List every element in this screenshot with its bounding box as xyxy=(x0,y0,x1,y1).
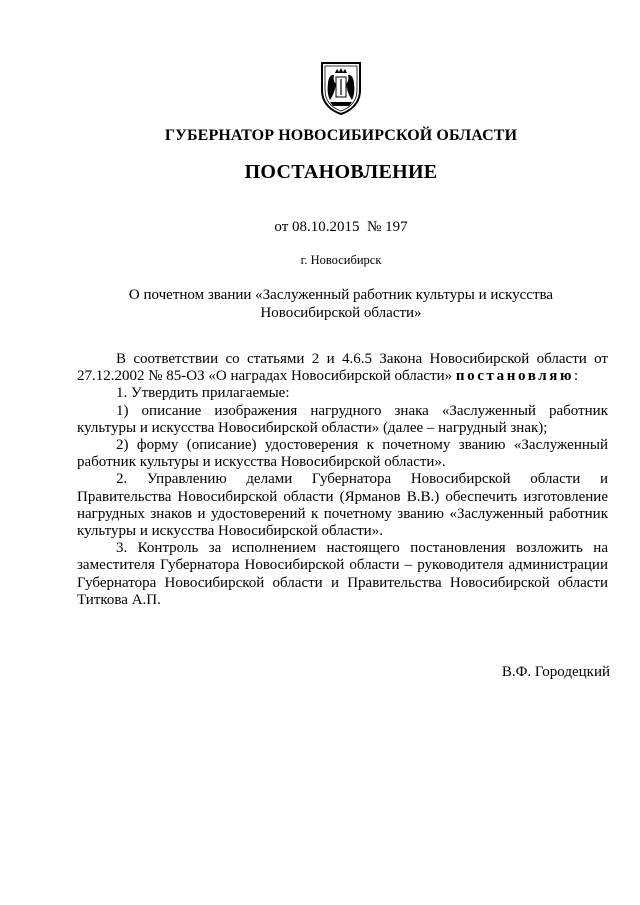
preamble-paragraph xyxy=(77,351,608,385)
coat-of-arms-icon xyxy=(316,60,366,116)
date-number-line xyxy=(0,219,640,236)
document-type: ПОСТАНОВЛЕНИЕ xyxy=(244,161,438,183)
decree-keyword: постановляю xyxy=(455,368,575,385)
document-body xyxy=(77,351,608,609)
date-prefix: от xyxy=(274,219,289,235)
issuing-authority: ГУБЕРНАТОР НОВОСИБИРСКОЙ ОБЛАСТИ xyxy=(164,127,518,144)
clause-2: 2. Управлению делами Губернатора Новосибирской области и Правительства Новосибирской области (Ярманов В.В.) обеспечить изготовление нагрудных знаков и удостоверений к почетному званию «Заслуженный работник культуры и искусства Новосибирской области». xyxy=(77,471,608,540)
clause-1-item-1: 1) описание изображения нагрудного знака «Заслуженный работник культуры и искусства Новосибирской области» (далее – нагрудный знак); xyxy=(77,402,608,436)
preamble-colon: : xyxy=(574,368,579,385)
signatory-name: В.Ф. Городецкий xyxy=(501,664,610,680)
number-sign: № xyxy=(367,219,382,235)
document-date: 08.10.2015 xyxy=(292,219,360,235)
clause-1: 1. Утвердить прилагаемые: xyxy=(116,385,290,402)
city: г. Новосибирск xyxy=(300,253,382,267)
document-title: О почетном звании «Заслуженный работник культуры и искусства Новосибирской области» xyxy=(128,287,554,321)
clause-3: 3. Контроль за исполнением настоящего постановления возложить на заместителя Губернатора Новосибирской области – руководителя администрации Губернатора Новосибирской области и Правительства Новосибирской области Титкова А.П. xyxy=(77,540,608,608)
document-number: 197 xyxy=(385,219,408,235)
clause-1-item-2: 2) форму (описание) удостоверения к почетному званию «Заслуженный работник культуры и искусства Новосибирской области». xyxy=(77,437,608,471)
preamble-text: В соответствии со статьями 2 и 4.6.5 Закона Новосибирской области от 27.12.2002 № 85-ОЗ «О наградах Новосибирской области» xyxy=(77,351,608,385)
